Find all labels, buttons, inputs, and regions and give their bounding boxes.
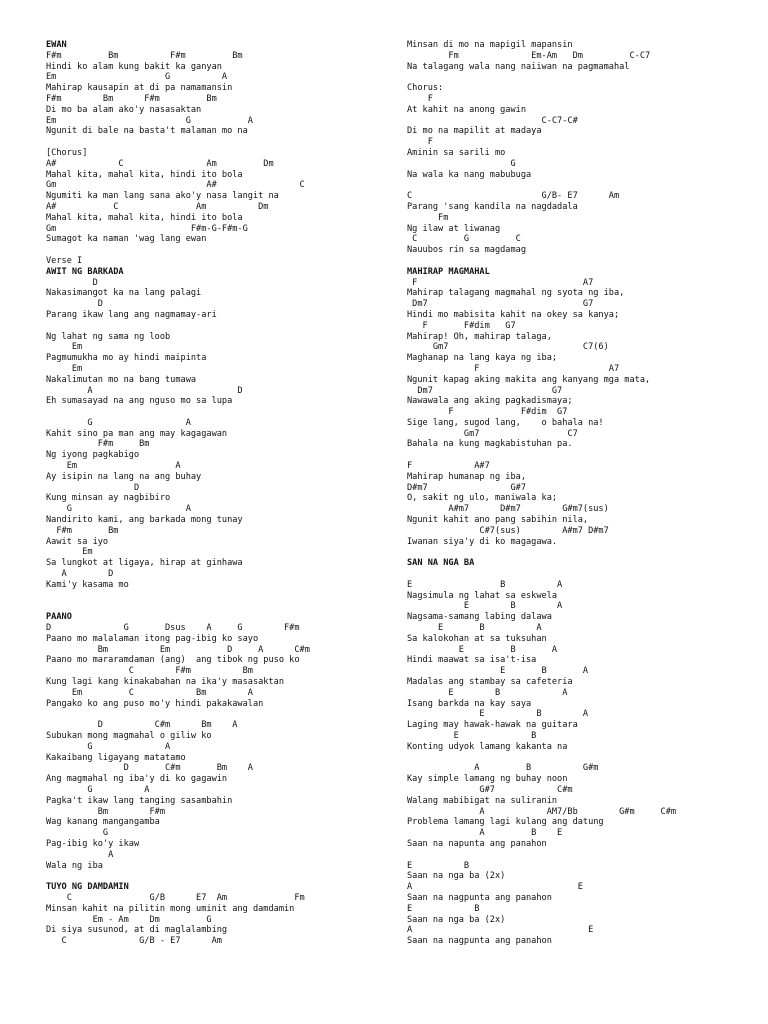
- lyric-line: Wag kanang mangangamba: [46, 817, 160, 828]
- blank-line: [407, 753, 747, 764]
- chord-line: C G C: [407, 234, 521, 245]
- lyric-line: Kung minsan ay nagbibiro: [46, 493, 171, 504]
- lyric-line: Saan na nga ba (2x): [407, 871, 506, 882]
- chord-line: Gm7 C7(6): [407, 342, 609, 353]
- chord-line: Em G A: [46, 115, 253, 126]
- lyric-line: Di mo na mapilit at madaya: [407, 126, 542, 137]
- chord-line: A AM7/Bb G#m C#m: [407, 806, 677, 817]
- lyric-line: Parang ikaw lang ang nagmamay-ari: [46, 309, 217, 320]
- right-column: [407, 40, 747, 947]
- blank-line: [46, 709, 386, 720]
- chord-line: E B A: [407, 644, 558, 655]
- chord-line: G A: [46, 784, 150, 795]
- lyric-line: Pag-ibig ko'y ikaw: [46, 838, 140, 849]
- blank-line: [407, 850, 747, 861]
- chord-line: F: [407, 137, 433, 148]
- chord-line: F A#7: [407, 461, 490, 472]
- lyric-line: Maghanap na lang kaya ng iba;: [407, 353, 558, 364]
- chord-line: E B A: [407, 687, 568, 698]
- chord-line: D: [46, 277, 98, 288]
- blank-line: [407, 72, 747, 83]
- lyric-line: Kahit sino pa man ang may kagagawan: [46, 428, 228, 439]
- chord-line: F#m Bm F#m Bm: [46, 93, 217, 104]
- lyric-line: Sumagot ka naman 'wag lang ewan: [46, 234, 207, 245]
- lyric-line: Di siya susunod, at di maglalambing: [46, 925, 228, 936]
- lyric-line: Isang barkda na kay saya: [407, 698, 532, 709]
- blank-line: [46, 245, 386, 256]
- lyric-line: Aawit sa iyo: [46, 536, 109, 547]
- song-title: AWIT NG BARKADA: [46, 266, 124, 277]
- lyric-line: Laging may hawak-hawak na guitara: [407, 720, 578, 731]
- lyric-line: Mahirap humanap ng iba,: [407, 471, 526, 482]
- blank-line: [46, 407, 386, 418]
- chord-line: C G/B E7 Am Fm: [46, 892, 305, 903]
- chord-line: Gm F#m-G-F#m-G: [46, 223, 248, 234]
- lyric-line: Ang magmahal ng iba'y di ko gagawin: [46, 774, 228, 785]
- chord-line: Em: [46, 363, 83, 374]
- lyric-line: Hindi ko alam kung bakit ka ganyan: [46, 61, 222, 72]
- lyric-line: Paano mo malalaman itong pag-ibig ko sayo: [46, 633, 259, 644]
- chord-line: G#7 C#m: [407, 784, 573, 795]
- chord-line: D: [46, 299, 103, 310]
- lyric-line: Sa lungkot at ligaya, hirap at ginhawa: [46, 558, 243, 569]
- lyric-line: Na talagang wala nang naiiwan na pagmamahal: [407, 61, 630, 72]
- blank-line: [46, 871, 386, 882]
- chord-line: E B: [407, 731, 537, 741]
- chord-line: F#m Bm: [46, 439, 150, 450]
- chord-line: E B A: [407, 709, 589, 720]
- lyric-line: Saan na nagpunta ang panahon: [407, 892, 552, 903]
- blank-line: [46, 137, 386, 148]
- chord-line: A D: [46, 569, 114, 580]
- blank-line: [407, 180, 747, 191]
- left-column: [46, 40, 386, 947]
- lyric-line: Kakaibang ligayang matatamo: [46, 752, 186, 763]
- lyric-line: Minsan kahit na pilitin mong uminit ang damdamin: [46, 903, 295, 914]
- lyric-line: Saan na nga ba (2x): [407, 914, 506, 925]
- lyric-line: At kahit na anong gawin: [407, 104, 526, 115]
- chord-line: C G/B- E7 Am: [407, 191, 620, 202]
- chord-line: E B: [407, 903, 480, 914]
- chord-line: F A7: [407, 363, 620, 374]
- chord-line: G: [407, 158, 516, 169]
- chord-line: C#7(sus) A#m7 D#m7: [407, 525, 609, 536]
- song-title: MAHIRAP MAGMAHAL: [407, 266, 490, 277]
- lyric-line: [Chorus]: [46, 147, 88, 158]
- lyric-line: Ng lahat ng sama ng loob: [46, 331, 171, 342]
- lyric-line: Na wala ka nang mabubuga: [407, 169, 532, 180]
- chord-line: F#m Bm: [46, 525, 119, 536]
- lyric-line: Ngunit di bale na basta't malaman mo na: [46, 126, 248, 137]
- lyric-line: Ng ilaw at liwanag: [407, 223, 501, 234]
- lyric-line: Bahala na kung magkabistuhan pa.: [407, 439, 573, 450]
- blank-line: [407, 569, 747, 580]
- lyric-line: Iwanan siya'y di ko magagawa.: [407, 536, 558, 547]
- chord-line: Fm: [407, 212, 449, 223]
- chord-line: G: [46, 828, 109, 839]
- chord-line: Gm A# C: [46, 180, 305, 191]
- blank-line: [46, 321, 386, 332]
- lyric-line: Ngunit kahit ano pang sabihin nila,: [407, 515, 589, 526]
- chord-line: E B A: [407, 579, 563, 590]
- chord-line: A E: [407, 882, 583, 893]
- lyric-line: Nagsimula ng lahat sa eskwela: [407, 590, 558, 601]
- lyric-line: Ngumiti ka man lang sana ako'y nasa langit na: [46, 191, 279, 202]
- lyric-line: Ng iyong pagkabigo: [46, 450, 140, 461]
- blank-line: [46, 591, 386, 602]
- chord-line: Dm7 G7: [407, 299, 594, 310]
- blank-line: [46, 601, 386, 612]
- lyric-line: Nawawala ang aking pagkadismaya;: [407, 396, 573, 407]
- chord-line: F F#dim G7: [407, 320, 516, 331]
- lyric-line: Paano mo mararamdaman (ang) ang tibok ng puso ko: [46, 655, 300, 666]
- song-title: TUYO NG DAMDAMIN: [46, 882, 129, 893]
- chord-line: A D: [46, 385, 243, 396]
- song-title: EWAN: [46, 40, 67, 50]
- chord-line: Bm Em D A C#m: [46, 644, 310, 655]
- lyric-line: Mahal kita, mahal kita, hindi ito bola: [46, 212, 243, 223]
- lyric-line: Verse I: [46, 255, 83, 266]
- lyric-line: Hindi mo mabisita kahit na okey sa kanya;: [407, 309, 620, 320]
- lyric-line: Mahirap talagang magmahal ng syota ng iba,: [407, 288, 625, 299]
- lyric-line: Kung lagi kang kinakabahan na ika'y masasaktan: [46, 677, 284, 688]
- lyric-line: Mahal kita, mahal kita, hindi ito bola: [46, 169, 243, 180]
- lyric-line: Madalas ang stambay sa cafeteria: [407, 677, 573, 688]
- lyric-line: Ngunit kapag aking makita ang kanyang mga mata,: [407, 374, 651, 385]
- lyric-line: Mahirap kausapin at di pa namamansin: [46, 83, 233, 94]
- chord-line: C-C7-C#: [407, 115, 578, 126]
- lyric-line: Problema lamang lagi kulang ang datung: [407, 817, 604, 828]
- chord-line: D: [46, 482, 140, 493]
- lyric-line: Nakalimutan mo na bang tumawa: [46, 374, 197, 385]
- chord-line: A#m7 D#m7 G#m7(sus): [407, 504, 609, 515]
- chord-line: F F#dim G7: [407, 407, 568, 418]
- chord-line: Em: [46, 547, 93, 558]
- lyric-line: Nauubos rin sa magdamag: [407, 245, 526, 256]
- chord-line: D C#m Bm A: [46, 720, 238, 731]
- lyric-line: Hindi maawat sa isa't-isa: [407, 655, 537, 666]
- lyric-line: Pangako ko ang puso mo'y hindi pakakawalan: [46, 698, 264, 709]
- chord-line: G A: [46, 741, 171, 752]
- chord-line: D C#m Bm A: [46, 763, 253, 774]
- chord-line: Bm F#m: [46, 806, 165, 817]
- lyric-line: Saan na nagpunta ang panahon: [407, 936, 552, 947]
- lyric-line: Saan na napunta ang panahon: [407, 838, 547, 849]
- chord-line: C F#m Bm: [46, 666, 253, 677]
- chord-line: A# C Am Dm: [46, 201, 269, 212]
- lyric-line: Konting udyok lamang kakanta na: [407, 741, 568, 752]
- chord-line: F#m Bm F#m Bm: [46, 50, 243, 61]
- lyric-line: Sa kalokohan at sa tuksuhan: [407, 633, 547, 644]
- chord-line: E B A: [407, 601, 563, 612]
- lyric-line: Eh sumasayad na ang nguso mo sa lupa: [46, 396, 233, 407]
- lyric-line: Ay isipin na lang na ang buhay: [46, 471, 202, 482]
- song-title: SAN NA NGA BA: [407, 558, 475, 569]
- chord-line: G A: [46, 417, 191, 428]
- chord-line: E B A: [407, 666, 589, 677]
- chord-line: C G/B - E7 Am: [46, 936, 222, 947]
- lyric-line: Parang 'sang kandila na nagdadala: [407, 201, 578, 212]
- chord-line: Em: [46, 342, 83, 353]
- lyric-line: Pagmumukha mo ay hindi maipinta: [46, 353, 207, 364]
- chord-line: D G Dsus A G F#m: [46, 623, 300, 634]
- chord-line: A: [46, 849, 114, 860]
- lyric-line: Sige lang, sugod lang, o bahala na!: [407, 417, 604, 428]
- chord-line: Em C Bm A: [46, 687, 253, 698]
- lyric-line: Nandirito kami, ang barkada mong tunay: [46, 515, 243, 526]
- lyric-line: Chorus:: [407, 83, 444, 94]
- chord-line: A E: [407, 925, 594, 936]
- lyric-line: Di mo ba alam ako'y nasasaktan: [46, 104, 202, 115]
- chord-line: E B: [407, 860, 470, 871]
- song-title: PAANO: [46, 612, 72, 623]
- chord-line: Gm7 C7: [407, 428, 578, 439]
- chord-line: A# C Am Dm: [46, 158, 274, 169]
- blank-line: [407, 256, 747, 267]
- lyric-line: Aminin sa sarili mo: [407, 147, 506, 158]
- lyric-line: Wala ng iba: [46, 860, 103, 871]
- chord-line: Em - Am Dm G: [46, 914, 212, 925]
- chord-line: F A7: [407, 277, 594, 288]
- lyric-line: Nakasimangot ka na lang palagi: [46, 288, 202, 299]
- chord-line: A B E: [407, 828, 563, 839]
- chord-line: F: [407, 93, 433, 104]
- lyric-line: Mahirap! Oh, mahirap talaga,: [407, 331, 552, 342]
- blank-line: [407, 450, 747, 461]
- blank-line: [407, 547, 747, 558]
- lyric-line: Walang mabibigat na suliranin: [407, 795, 558, 806]
- chord-line: D#m7 G#7: [407, 482, 526, 493]
- lyric-line: Kami'y kasama mo: [46, 579, 129, 590]
- lyric-line: Nagsama-samang labing dalawa: [407, 612, 552, 623]
- lyric-line: Subukan mong magmahal o giliw ko: [46, 731, 212, 741]
- chord-line: E B A: [407, 623, 542, 634]
- chord-line: Fm Em-Am Dm C-C7: [407, 50, 651, 61]
- lyric-line: Minsan di mo na mapigil mapansin: [407, 40, 573, 50]
- chord-line: Em A: [46, 461, 181, 472]
- lyric-line: Pagka't ikaw lang tanging sasambahin: [46, 795, 233, 806]
- chord-line: Dm7 G7: [407, 385, 563, 396]
- lyric-line: O, sakit ng ulo, maniwala ka;: [407, 493, 558, 504]
- chord-line: G A: [46, 504, 191, 515]
- lyric-line: Kay simple lamang ng buhay noon: [407, 774, 568, 785]
- chord-line: Em G A: [46, 72, 228, 83]
- chord-line: A B G#m: [407, 763, 599, 774]
